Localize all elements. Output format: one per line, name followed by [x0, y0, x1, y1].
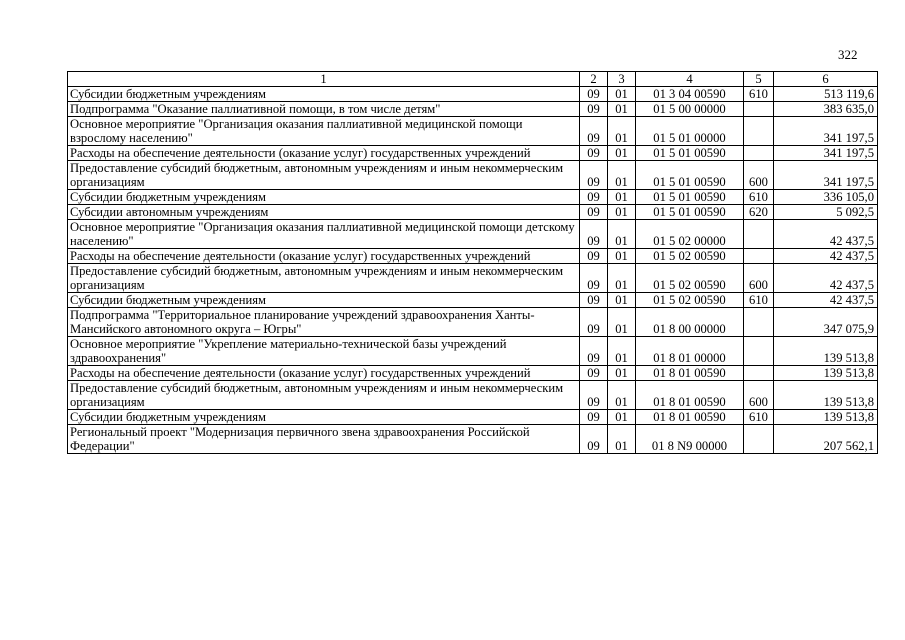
table-row [68, 161, 878, 190]
table-row [68, 249, 878, 264]
table-row [68, 87, 878, 102]
row-target-article: 01 8 N9 00000 [636, 425, 744, 454]
row-section: 09 [580, 249, 608, 264]
row-name: Расходы на обеспечение деятельности (оказание услуг) государственных учреждений [68, 366, 580, 381]
row-target-article: 01 5 01 00000 [636, 117, 744, 146]
row-section: 09 [580, 146, 608, 161]
header-col-4: 4 [636, 72, 744, 87]
row-subsection: 01 [608, 146, 636, 161]
row-target-article: 01 5 01 00590 [636, 161, 744, 190]
row-name: Субсидии бюджетным учреждениям [68, 87, 580, 102]
table-row [68, 337, 878, 366]
row-target-article: 01 3 04 00590 [636, 87, 744, 102]
row-subsection: 01 [608, 308, 636, 337]
header-col-1: 1 [68, 72, 580, 87]
row-target-article: 01 5 01 00590 [636, 205, 744, 220]
row-target-article: 01 8 01 00590 [636, 366, 744, 381]
row-section: 09 [580, 87, 608, 102]
row-name: Расходы на обеспечение деятельности (оказание услуг) государственных учреждений [68, 146, 580, 161]
row-amount: 139 513,8 [774, 366, 878, 381]
row-name: Субсидии бюджетным учреждениям [68, 190, 580, 205]
row-target-article: 01 5 01 00590 [636, 190, 744, 205]
header-col-5: 5 [744, 72, 774, 87]
row-expense-type [744, 117, 774, 146]
row-expense-type: 600 [744, 381, 774, 410]
row-expense-type: 600 [744, 161, 774, 190]
row-section: 09 [580, 410, 608, 425]
row-section: 09 [580, 205, 608, 220]
row-name: Предоставление субсидий бюджетным, автономным учреждениям и иным некоммерческим организациям [68, 264, 580, 293]
row-subsection: 01 [608, 366, 636, 381]
table-row [68, 264, 878, 293]
row-section: 09 [580, 102, 608, 117]
row-amount: 341 197,5 [774, 146, 878, 161]
row-amount: 5 092,5 [774, 205, 878, 220]
row-amount: 42 437,5 [774, 293, 878, 308]
row-section: 09 [580, 337, 608, 366]
row-section: 09 [580, 381, 608, 410]
table-row [68, 205, 878, 220]
header-col-6: 6 [774, 72, 878, 87]
row-target-article: 01 8 01 00000 [636, 337, 744, 366]
row-name: Основное мероприятие "Организация оказания паллиативной медицинской помощи детскому населению" [68, 220, 580, 249]
row-subsection: 01 [608, 293, 636, 308]
table-row [68, 425, 878, 454]
row-amount: 139 513,8 [774, 381, 878, 410]
row-name: Подпрограмма "Оказание паллиативной помощи, в том числе детям" [68, 102, 580, 117]
row-amount: 336 105,0 [774, 190, 878, 205]
row-expense-type [744, 220, 774, 249]
row-target-article: 01 8 01 00590 [636, 381, 744, 410]
row-expense-type: 610 [744, 410, 774, 425]
table-header-row [68, 72, 878, 87]
row-amount: 347 075,9 [774, 308, 878, 337]
row-subsection: 01 [608, 161, 636, 190]
row-amount: 341 197,5 [774, 161, 878, 190]
row-expense-type: 610 [744, 87, 774, 102]
row-expense-type [744, 366, 774, 381]
header-col-2: 2 [580, 72, 608, 87]
row-amount: 207 562,1 [774, 425, 878, 454]
row-section: 09 [580, 117, 608, 146]
row-expense-type [744, 337, 774, 366]
row-expense-type [744, 249, 774, 264]
row-section: 09 [580, 308, 608, 337]
header-col-3: 3 [608, 72, 636, 87]
row-name: Региональный проект "Модернизация первичного звена здравоохранения Российской Федерации" [68, 425, 580, 454]
row-expense-type [744, 308, 774, 337]
row-subsection: 01 [608, 117, 636, 146]
row-name: Субсидии автономным учреждениям [68, 205, 580, 220]
table-row [68, 410, 878, 425]
row-target-article: 01 8 01 00590 [636, 410, 744, 425]
row-name: Субсидии бюджетным учреждениям [68, 293, 580, 308]
row-name: Предоставление субсидий бюджетным, автономным учреждениям и иным некоммерческим организациям [68, 161, 580, 190]
row-amount: 42 437,5 [774, 264, 878, 293]
row-name: Расходы на обеспечение деятельности (оказание услуг) государственных учреждений [68, 249, 580, 264]
row-target-article: 01 5 01 00590 [636, 146, 744, 161]
table-row [68, 190, 878, 205]
table-row [68, 117, 878, 146]
row-expense-type [744, 102, 774, 117]
row-expense-type [744, 425, 774, 454]
row-subsection: 01 [608, 410, 636, 425]
row-target-article: 01 8 00 00000 [636, 308, 744, 337]
row-section: 09 [580, 161, 608, 190]
row-amount: 42 437,5 [774, 220, 878, 249]
row-section: 09 [580, 366, 608, 381]
row-amount: 42 437,5 [774, 249, 878, 264]
row-amount: 341 197,5 [774, 117, 878, 146]
row-expense-type: 610 [744, 190, 774, 205]
row-amount: 383 635,0 [774, 102, 878, 117]
row-subsection: 01 [608, 425, 636, 454]
row-subsection: 01 [608, 220, 636, 249]
row-expense-type [744, 146, 774, 161]
row-target-article: 01 5 00 00000 [636, 102, 744, 117]
budget-table [67, 71, 878, 454]
row-name: Основное мероприятие "Организация оказания паллиативной медицинской помощи взрослому населению" [68, 117, 580, 146]
row-subsection: 01 [608, 102, 636, 117]
row-target-article: 01 5 02 00590 [636, 249, 744, 264]
row-section: 09 [580, 190, 608, 205]
row-name: Предоставление субсидий бюджетным, автономным учреждениям и иным некоммерческим организациям [68, 381, 580, 410]
row-amount: 139 513,8 [774, 410, 878, 425]
row-subsection: 01 [608, 337, 636, 366]
row-name: Основное мероприятие "Укрепление материально-технической базы учреждений здравоохранения" [68, 337, 580, 366]
row-amount: 513 119,6 [774, 87, 878, 102]
row-subsection: 01 [608, 87, 636, 102]
table-row [68, 308, 878, 337]
table-row [68, 381, 878, 410]
row-section: 09 [580, 220, 608, 249]
row-target-article: 01 5 02 00590 [636, 264, 744, 293]
row-section: 09 [580, 425, 608, 454]
row-amount: 139 513,8 [774, 337, 878, 366]
row-expense-type: 610 [744, 293, 774, 308]
row-target-article: 01 5 02 00590 [636, 293, 744, 308]
table-row [68, 102, 878, 117]
row-section: 09 [580, 293, 608, 308]
page-number: 322 [838, 47, 858, 62]
table-row [68, 366, 878, 381]
row-name: Субсидии бюджетным учреждениям [68, 410, 580, 425]
row-subsection: 01 [608, 190, 636, 205]
row-expense-type: 620 [744, 205, 774, 220]
table-row [68, 220, 878, 249]
row-subsection: 01 [608, 205, 636, 220]
row-subsection: 01 [608, 249, 636, 264]
row-target-article: 01 5 02 00000 [636, 220, 744, 249]
row-expense-type: 600 [744, 264, 774, 293]
row-subsection: 01 [608, 381, 636, 410]
table-row [68, 293, 878, 308]
row-subsection: 01 [608, 264, 636, 293]
row-name: Подпрограмма "Территориальное планирование учреждений здравоохранения Ханты-Мансийского автономного округа – Югры" [68, 308, 580, 337]
row-section: 09 [580, 264, 608, 293]
table-row [68, 146, 878, 161]
